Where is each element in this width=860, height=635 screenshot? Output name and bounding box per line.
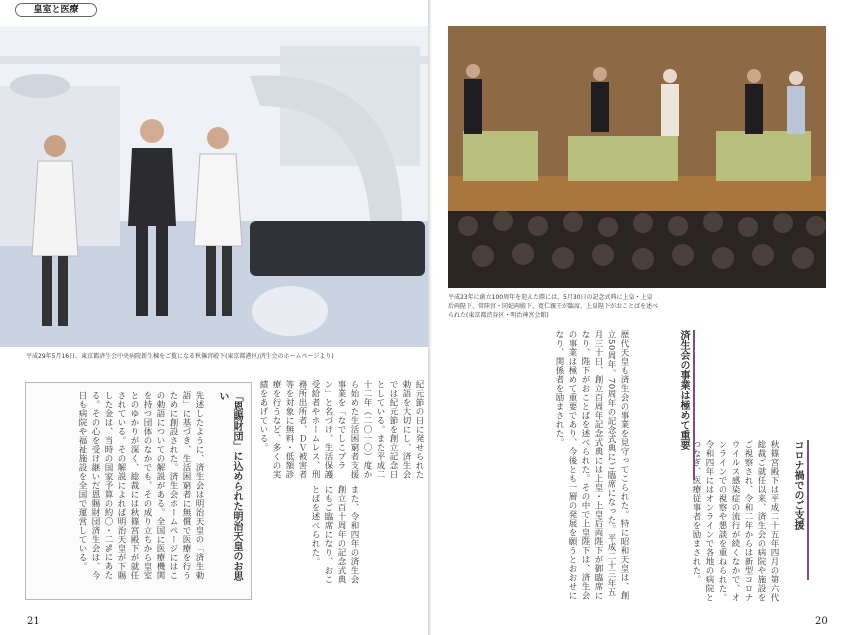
ceremony-photo xyxy=(448,26,826,288)
main-column-text: 紀元節の日に発せられた勅語を大切にし、済生会では紀元節を創立記念日としている。また平成二十二年（二〇一〇）度から始めた生活困窮者支援事業を「なでしこプラン」と名づけ、生活保護受給者やホームレス、刑務所出所者、ＤＶ被害者等を対象に無料・低額診療を行うなど、多くの実績をあげている。 xyxy=(258,380,424,479)
section1-heading: 済生会の事業は極めて重要 xyxy=(676,330,695,480)
sidebar-box xyxy=(25,382,252,600)
closing-text: また、令和四年の済生会創立百十周年の記念式典にもご臨席になり、おことばを述べられた。 xyxy=(310,485,359,584)
ceremony-caption: 平成23年に創立100周年を迎えた際には、5月30日の記念式典に上皇・上皇后両陛下、常陸宮・同妃両殿下、寛仁親王が臨席、上皇陛下がおことばを述べられた(東京都渋谷区・明治神宮会館) xyxy=(448,294,659,319)
section2-text: 秋篠宮殿下は平成二十五年四月の第六代総裁ご就任以来、済生会の病院や施設をご視察され、令和二年からは新型コロナウイルス感染症の流行が続くなかで、オンラインでの視察や懇談を重ねられた。令和四年にはオンラインで各地の病院とつなぎ、医療従事者を励まされた。 xyxy=(691,440,779,602)
page-gutter xyxy=(428,0,432,635)
page-number-right: 20 xyxy=(815,616,828,627)
hospital-visit-photo xyxy=(0,26,428,347)
section2-heading: コロナ禍でのご支援 xyxy=(790,440,809,580)
page-number-left: 21 xyxy=(27,616,40,627)
section1-text: 歴代天皇も済生会の事業を見守ってこられた。特に昭和天皇は、創立50周年、70周年の記念式典にご臨席になった。平成二十三年五月三十日、創立百周年記念式典には上皇・上皇后両陛下が御臨席になり、陛下がおことばを述べられた。その中で上皇陛下は、済生会の事業は極めて重要であり、今後とも一層の発展を願うとおおせになり、関係者を励まされた。 xyxy=(554,330,629,600)
hospital-visit-caption: 平成29年5月16日、東京都済生会中央病院新生棟をご覧になる秋篠宮殿下(東京都港区/済生会のホームページより) xyxy=(26,353,334,360)
box-heading: 「恩賜財団」に込められた明治天皇のお思い xyxy=(217,391,242,581)
box-text: 先述したように、済生会は明治天皇の「済生勅語」に基づき、生活困窮者に無償で医療を行うために創設された。済生会ホームページにはこの勅語についての解説がある。全国に医療機関を持つ団体のなかでも、その成り立ちから皇室とのゆかりが深く、総裁には秋篠宮殿下が就任されている。その解説によれば明治天皇が下賜した金は、当時の国家予算の約〇・二%にあたる。その心を受け継いだ恩賜財団済生会は、今日も病院や福祉施設を全国で運営している。 xyxy=(77,391,204,580)
section-tag: 皇室と医療 xyxy=(15,3,97,17)
